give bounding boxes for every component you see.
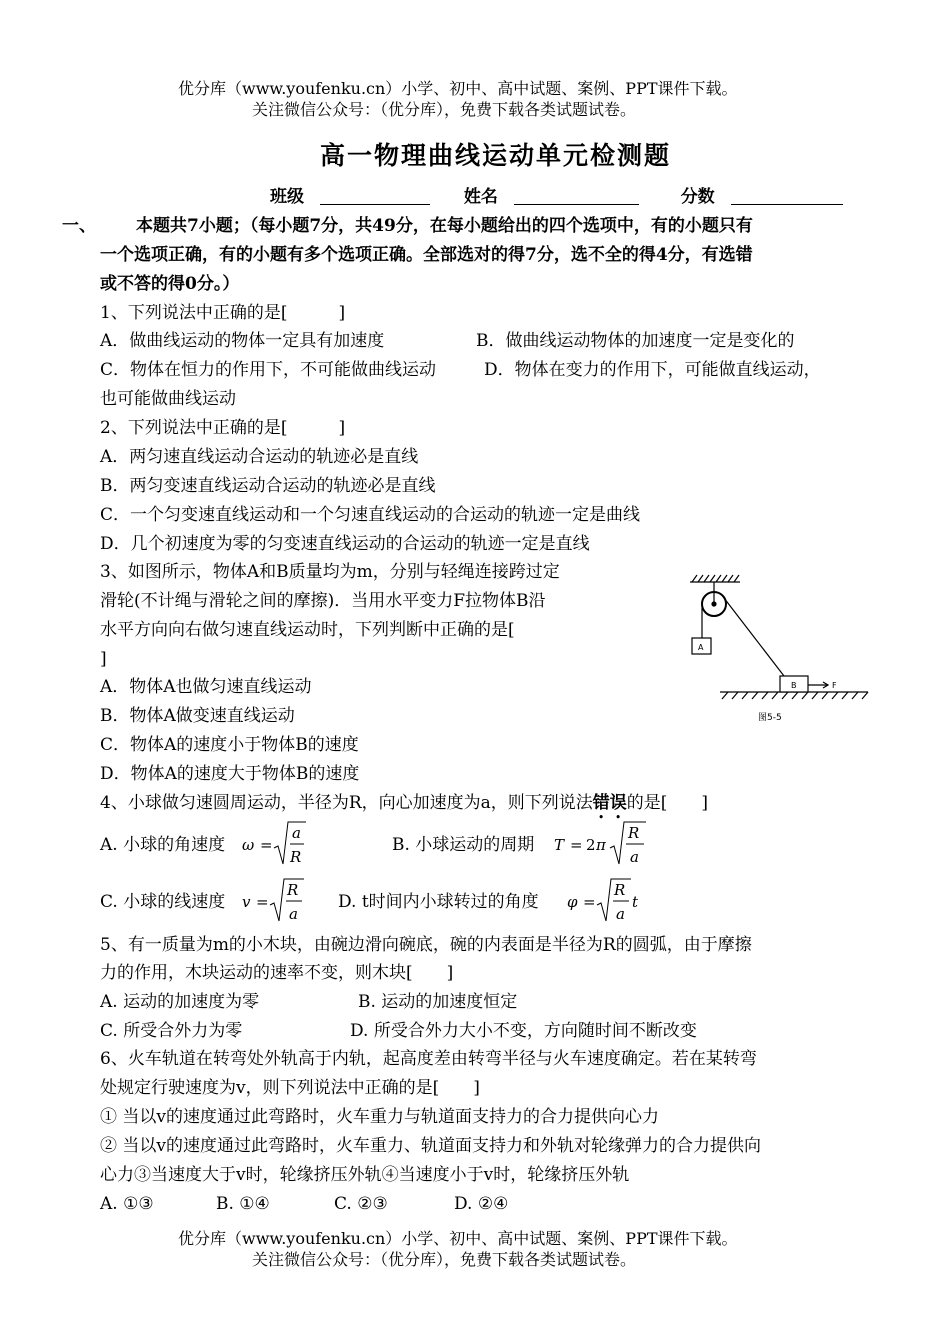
svg-text:a: a	[616, 905, 625, 923]
svg-text:=: =	[256, 893, 269, 911]
svg-text:φ: φ	[567, 893, 578, 911]
label-f: F	[832, 681, 837, 690]
svg-text:2: 2	[586, 836, 596, 854]
footer-line-2: 关注微信公众号：（优分库），免费下载各类试题试卷。	[252, 1250, 637, 1269]
q1-option-d-cont: 也可能做曲线运动	[100, 389, 236, 409]
info-line	[270, 186, 843, 208]
svg-text:a: a	[630, 848, 639, 866]
q4-option-b: B. 小球运动的周期	[392, 835, 535, 855]
label-b: B	[791, 681, 797, 690]
q4-option-c: C. 小球的线速度	[100, 892, 226, 912]
q5-option-d: D. 所受合外力大小不变，方向随时间不断改变	[350, 1021, 697, 1041]
q3-stem-4: ]	[100, 649, 107, 669]
svg-text:=: =	[260, 836, 273, 854]
q1-stem: 1、下列说法中正确的是[ ]	[100, 303, 346, 323]
svg-text:R: R	[290, 848, 302, 866]
q5-option-b: B. 运动的加速度恒定	[358, 992, 518, 1012]
svg-text:a: a	[292, 824, 301, 842]
q3-option-c: C．物体A的速度小于物体B的速度	[100, 735, 359, 755]
q1-option-c: C．物体在恒力的作用下，不可能做曲线运动	[100, 360, 437, 380]
score-blank[interactable]	[731, 186, 843, 205]
q2-option-b: B．两匀变速直线运动合运动的轨迹必是直线	[100, 476, 436, 496]
q5-option-c: C. 所受合外力为零	[100, 1021, 243, 1041]
svg-text:T: T	[554, 836, 565, 854]
q4-formula-b	[552, 818, 652, 870]
q6-stem-2: 处规定行驶速度为v，则下列说法中正确的是[ ]	[100, 1078, 480, 1098]
figure-caption: 图5-5	[758, 713, 782, 723]
svg-text:R: R	[614, 881, 626, 899]
q4-stem-bracket: 的是[ ]	[626, 793, 709, 813]
q6-stem-1: 6、火车轨道在转弯处外轨高于内轨，起高度差由转弯半径与火车速度确定。若在某转弯	[100, 1049, 757, 1069]
q4-stem-text: 4、小球做匀速圆周运动，半径为R，向心加速度为a，则下列说法	[100, 793, 593, 813]
q5-option-a: A. 运动的加速度为零	[100, 992, 260, 1012]
q5-stem-1: 5、有一质量为m的小木块，由碗边滑向碗底，碗的内表面是半径为R的圆弧，由于摩擦	[100, 935, 752, 955]
section-instructions-1: 本题共7小题；（每小题7分，共49分，在每小题给出的四个选项中，有的小题只有	[136, 216, 753, 236]
svg-text:=: =	[583, 893, 596, 911]
score-label: 分数	[680, 187, 715, 207]
q6-statement-1: ① 当以v的速度通过此弯路时，火车重力与轨道面支持力的合力提供向心力	[100, 1107, 660, 1127]
svg-text:=: =	[570, 836, 583, 854]
q4-option-a: A. 小球的角速度	[100, 835, 226, 855]
footer-line-1: 优分库（www.youfenku.cn）小学、初中、高中试题、案例、PPT课件下载。	[178, 1229, 738, 1248]
pulley-figure	[680, 570, 880, 730]
section-instructions-2: 一个选项正确，有的小题有多个选项正确。全部选对的得7分，选不全的得4分，有选错	[100, 245, 753, 265]
q6-statement-3: 心力③当速度大于v时，轮缘挤压外轨④当速度小于v时，轮缘挤压外轨	[100, 1165, 630, 1185]
q2-stem: 2、下列说法中正确的是[ ]	[100, 418, 346, 438]
q6-option-c: C. ②③	[334, 1194, 388, 1214]
q4-formula-c	[240, 875, 310, 927]
q1-option-d: D．物体在变力的作用下，可能做直线运动，	[484, 360, 821, 380]
svg-text:R: R	[628, 824, 640, 842]
q6-option-b: B. ①④	[216, 1194, 270, 1214]
class-blank[interactable]	[320, 186, 430, 205]
svg-text:t: t	[632, 893, 639, 911]
q3-option-a: A．物体A也做匀速直线运动	[100, 677, 312, 697]
q3-option-d: D．物体A的速度大于物体B的速度	[100, 764, 360, 784]
q4-formula-d	[565, 875, 645, 927]
section-instructions-3: 或不答的得0分。）	[100, 274, 240, 294]
q4-formula-a	[240, 818, 310, 870]
q1-option-a: A．做曲线运动的物体一定具有加速度	[100, 331, 385, 351]
name-label: 姓名	[463, 187, 498, 207]
svg-text:a: a	[289, 905, 298, 923]
q3-stem-3: 水平方向向右做匀速直线运动时，下列判断中正确的是[	[100, 620, 515, 640]
q6-option-d: D. ②④	[454, 1194, 509, 1214]
q2-option-d: D．几个初速度为零的匀变速直线运动的合运动的轨迹一定是直线	[100, 534, 590, 554]
header-line-1: 优分库（www.youfenku.cn）小学、初中、高中试题、案例、PPT课件下载。	[178, 79, 738, 98]
q3-option-b: B．物体A做变速直线运动	[100, 706, 295, 726]
q3-stem-1: 3、如图所示，物体A和B质量均为m，分别与轻绳连接跨过定	[100, 562, 560, 582]
q4-option-d: D. t时间内小球转过的角度	[338, 892, 539, 912]
q6-statement-2: ② 当以v的速度通过此弯路时，火车重力、轨道面支持力和外轨对轮缘弹力的合力提供向	[100, 1136, 762, 1156]
q2-option-a: A．两匀速直线运动合运动的轨迹必是直线	[100, 447, 419, 467]
q2-option-c: C．一个匀变速直线运动和一个匀速直线运动的合运动的轨迹一定是曲线	[100, 505, 641, 525]
svg-text:π: π	[596, 836, 606, 854]
q3-stem-2: 滑轮(不计绳与滑轮之间的摩擦)．当用水平变力F拉物体B沿	[100, 591, 546, 611]
class-label: 班级	[270, 187, 304, 207]
name-blank[interactable]	[514, 186, 639, 205]
header-line-2: 关注微信公众号：（优分库），免费下载各类试题试卷。	[252, 100, 637, 119]
q6-option-a: A. ①③	[100, 1194, 154, 1214]
section-number: 一、	[62, 216, 96, 236]
svg-text:v: v	[242, 893, 251, 911]
svg-text:R: R	[287, 881, 299, 899]
q4-stem-emphasis: 错误	[592, 793, 627, 813]
q5-stem-2: 力的作用，木块运动的速率不变，则木块[ ]	[100, 963, 454, 983]
label-a: A	[698, 643, 704, 652]
page-title: 高一物理曲线运动单元检测题	[320, 141, 672, 170]
q1-option-b: B．做曲线运动物体的加速度一定是变化的	[476, 331, 795, 351]
svg-text:ω: ω	[242, 836, 255, 854]
